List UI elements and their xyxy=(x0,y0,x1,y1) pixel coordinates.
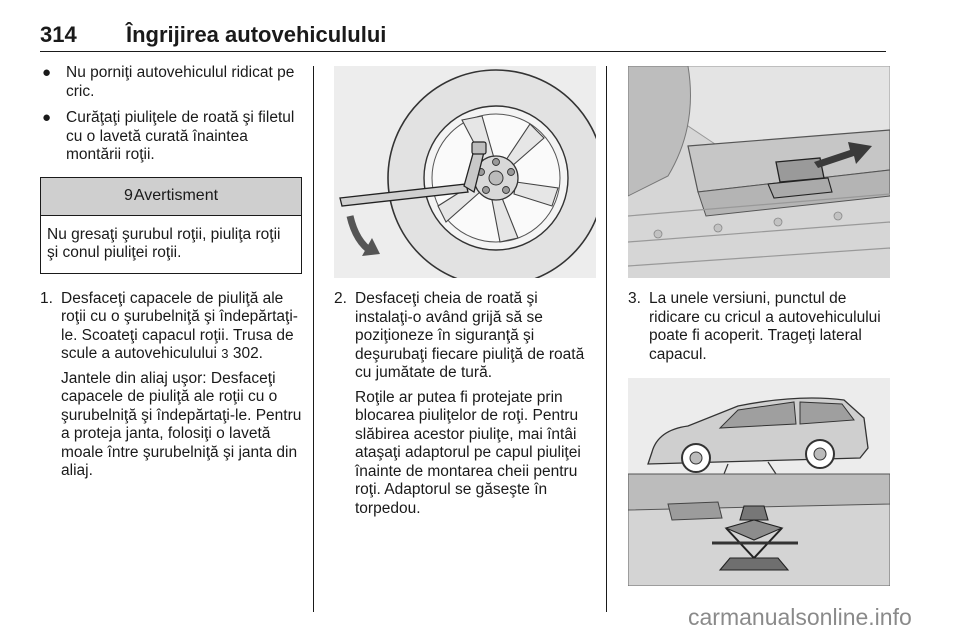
warning-text: Nu gresaţi şurubul roţii, piuliţa roţii şi conul piuliţei roţii. xyxy=(47,225,281,261)
bullet-item xyxy=(40,64,302,101)
step-3 xyxy=(628,290,890,364)
page-header xyxy=(40,10,886,52)
warning-icon: 9 xyxy=(123,186,133,204)
bullet-item xyxy=(40,109,302,165)
column-divider xyxy=(606,66,607,612)
page-number: 314 xyxy=(40,22,77,47)
warning-box xyxy=(40,177,302,274)
warning-title: Avertisment xyxy=(133,186,219,204)
step-text: Desfaceţi cheia de roată şi instalaţi-o având grijă să se poziţioneze în siguranţă şi deşurubaţi fiecare piuliţă de roată cu jumătate de tură. xyxy=(355,290,585,381)
wheel-wrench-illustration xyxy=(334,66,596,278)
jack-cover-illustration xyxy=(628,66,890,278)
page-title: Îngrijirea autovehiculului xyxy=(126,22,387,47)
step-paragraph: Roţile ar putea fi protejate prin blocarea piuliţelor de roţi. Pentru slăbirea acestor piuliţe, mai întâi ataşaţi adaptorul pe capul piuliţei înainte de montarea cheii pentru roţi. Adaptorul se găseşte în torpedou. xyxy=(355,388,581,517)
bullet-text: Curăţaţi piuliţele de roată şi filetul cu o lavetă curată înaintea montării roţii. xyxy=(66,109,295,163)
column-left xyxy=(40,64,302,481)
bullet-text: Nu porniţi autovehiculul ridicat pe cric. xyxy=(66,64,295,100)
bullet-icon: ● xyxy=(42,64,52,81)
column-divider xyxy=(313,66,314,612)
warning-header xyxy=(41,178,301,216)
step-1 xyxy=(40,290,302,481)
step-2 xyxy=(334,290,596,518)
column-middle xyxy=(334,64,596,518)
car-jack-illustration xyxy=(628,378,890,586)
step-paragraph: Jantele din aliaj uşor: Desfaceţi capacele de piuliţă ale roţii cu o şurubelniţă şi îndepărtaţi-le. Pentru a proteja janta, folosiţi o lavetă moale între şurubelniţă şi janta din aliaj. xyxy=(61,369,302,479)
page-reference-icon: 3 xyxy=(221,346,229,361)
bullet-icon: ● xyxy=(42,109,52,126)
step-text: La unele versiuni, punctul de ridicare cu cricul a autovehiculului poate fi acoperit. Trageţi lateral capacul. xyxy=(649,290,881,363)
step-number: 2. xyxy=(334,290,347,307)
column-right xyxy=(628,64,890,586)
watermark: carmanualsonline.info xyxy=(688,604,912,630)
step-text: Desfaceţi capacele de piuliţă ale roţii cu o şurubelniţă şi îndepărtaţi-le. Scoateţi capacul roţii. Trusa de scule a autovehiculului xyxy=(61,289,298,362)
step-number: 1. xyxy=(40,289,53,307)
page-reference: 302. xyxy=(228,345,263,362)
step-number: 3. xyxy=(628,290,641,307)
